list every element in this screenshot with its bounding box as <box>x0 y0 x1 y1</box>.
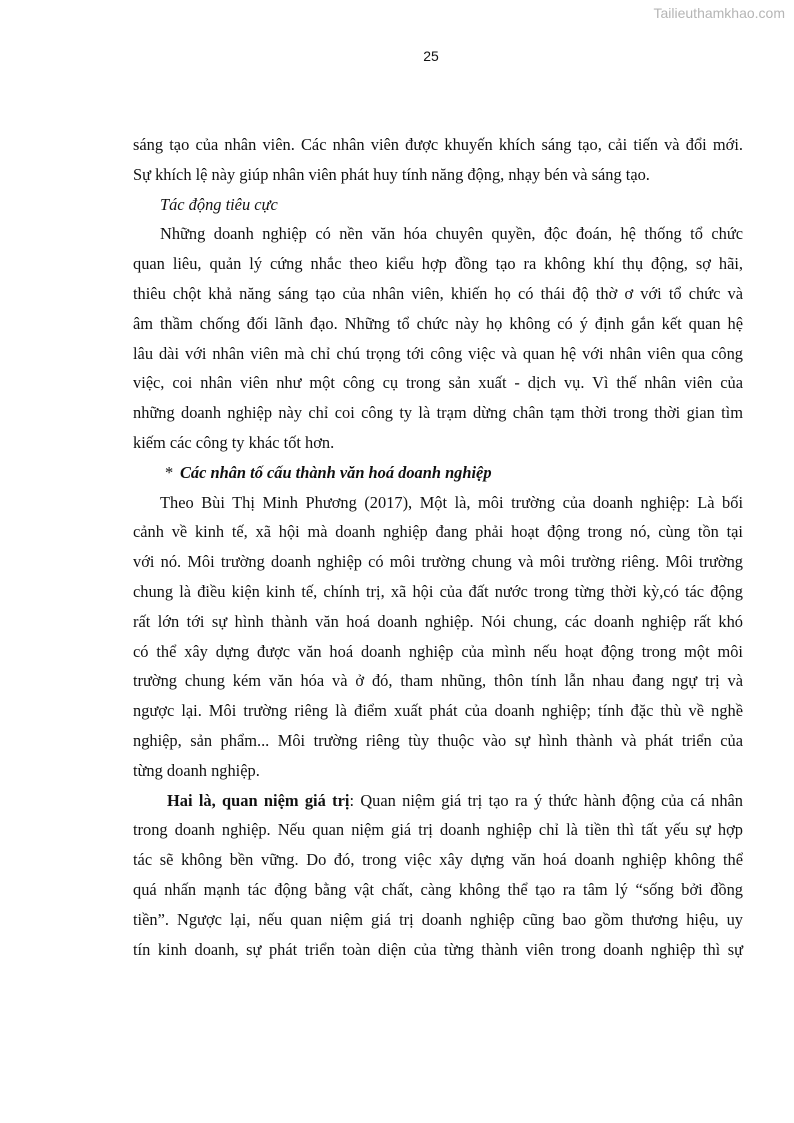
page-number: 25 <box>423 48 439 64</box>
text-line: những doanh nghiệp này chỉ coi công ty là trạm dừng chân tạm thời trong thời gian tìm <box>133 403 743 423</box>
text-line: việc, coi nhân viên như một công cụ trong sản xuất - dịch vụ. Vì thế nhân viên của <box>133 373 743 393</box>
section-heading <box>133 458 743 488</box>
bold-lead: Hai là, quan niệm giá trị <box>167 790 350 810</box>
text-line: ngược lại. Môi trường riêng là điểm xuất phát của doanh nghiệp; tính đặc thù về nghề <box>133 701 743 721</box>
text-line: với nó. Môi trường doanh nghiệp có môi trường chung và môi trường riêng. Môi trường <box>133 552 743 572</box>
text-line: trong doanh nghiệp. Nếu quan niệm giá trị doanh nghiệp chỉ là tiền thì tất yếu sự hợp <box>133 820 743 840</box>
text-line: quá nhấn mạnh tác động bằng vật chất, càng không thể tạo ra tâm lý “sống bởi đồng <box>133 879 743 899</box>
text-line: Theo Bùi Thị Minh Phương (2017), Một là, môi trường của doanh nghiệp: Là bối <box>160 492 743 512</box>
watermark: Tailieuthamkhao.com <box>653 5 785 21</box>
text-line: lâu dài với nhân viên mà chỉ chú trọng tới công việc và quan hệ với nhân viên qua công <box>133 343 743 363</box>
text-line: rất lớn tới sự hình thành văn hoá doanh nghiệp. Nói chung, các doanh nghiệp rất khó <box>133 611 743 631</box>
text-line: kiếm các công ty khác tốt hơn. <box>133 432 335 452</box>
text-line: từng doanh nghiệp. <box>133 760 260 780</box>
text-line: Những doanh nghiệp có nền văn hóa chuyên quyền, độc đoán, hệ thống tổ chức <box>160 224 743 244</box>
text-span: : Quan niệm giá trị tạo ra ý thức hành động của cá nhân <box>349 790 743 810</box>
subheading: Tác động tiêu cực <box>160 194 278 214</box>
text-line: tiền”. Ngược lại, nếu quan niệm giá trị doanh nghiệp cũng bao gồm thương hiệu, uy <box>133 909 743 929</box>
text-line: cảnh về kinh tế, xã hội mà doanh nghiệp đang phải hoạt động trong nó, cùng tồn tại <box>133 522 743 542</box>
text-line: âm thầm chống đối lãnh đạo. Những tổ chức này họ không có ý định gắn kết quan hệ <box>133 313 743 333</box>
document-body <box>133 130 743 964</box>
section-heading-text: Các nhân tố cấu thành văn hoá doanh nghiệp <box>180 462 492 482</box>
text-line: thiêu chột khả năng sáng tạo của nhân viên, khiến họ có thái độ thờ ơ với tổ chức và <box>133 283 743 303</box>
bullet-star: * <box>165 462 174 482</box>
text-line: Sự khích lệ này giúp nhân viên phát huy tính năng động, nhạy bén và sáng tạo. <box>133 164 650 184</box>
text-line: tác sẽ không bền vững. Do đó, trong việc xây dựng văn hoá doanh nghiệp không thể <box>133 850 743 870</box>
text-line: chung là điều kiện kinh tế, chính trị, xã hội của đất nước trong từng thời kỳ,có tác động <box>133 581 743 601</box>
text-line <box>133 786 743 816</box>
text-line: nghiệp, sản phẩm... Môi trường riêng tùy thuộc vào sự hình thành và phát triển của <box>133 730 743 750</box>
text-line: có thể xây dựng được văn hoá doanh nghiệp của mình nếu hoạt động trong một môi <box>133 641 743 661</box>
text-line: sáng tạo của nhân viên. Các nhân viên được khuyến khích sáng tạo, cải tiến và đổi mới. <box>133 135 743 154</box>
text-line: tín kinh doanh, sự phát triển toàn diện của từng thành viên trong doanh nghiệp thì sự <box>133 939 743 959</box>
text-line: trường chung kém văn hóa và ở đó, tham nhũng, thôn tính lẫn nhau đang ngự trị và <box>133 671 743 691</box>
text-line: quan liêu, quản lý cứng nhắc theo kiểu hợp đồng tạo ra không khí thụ động, sợ hãi, <box>133 254 743 274</box>
